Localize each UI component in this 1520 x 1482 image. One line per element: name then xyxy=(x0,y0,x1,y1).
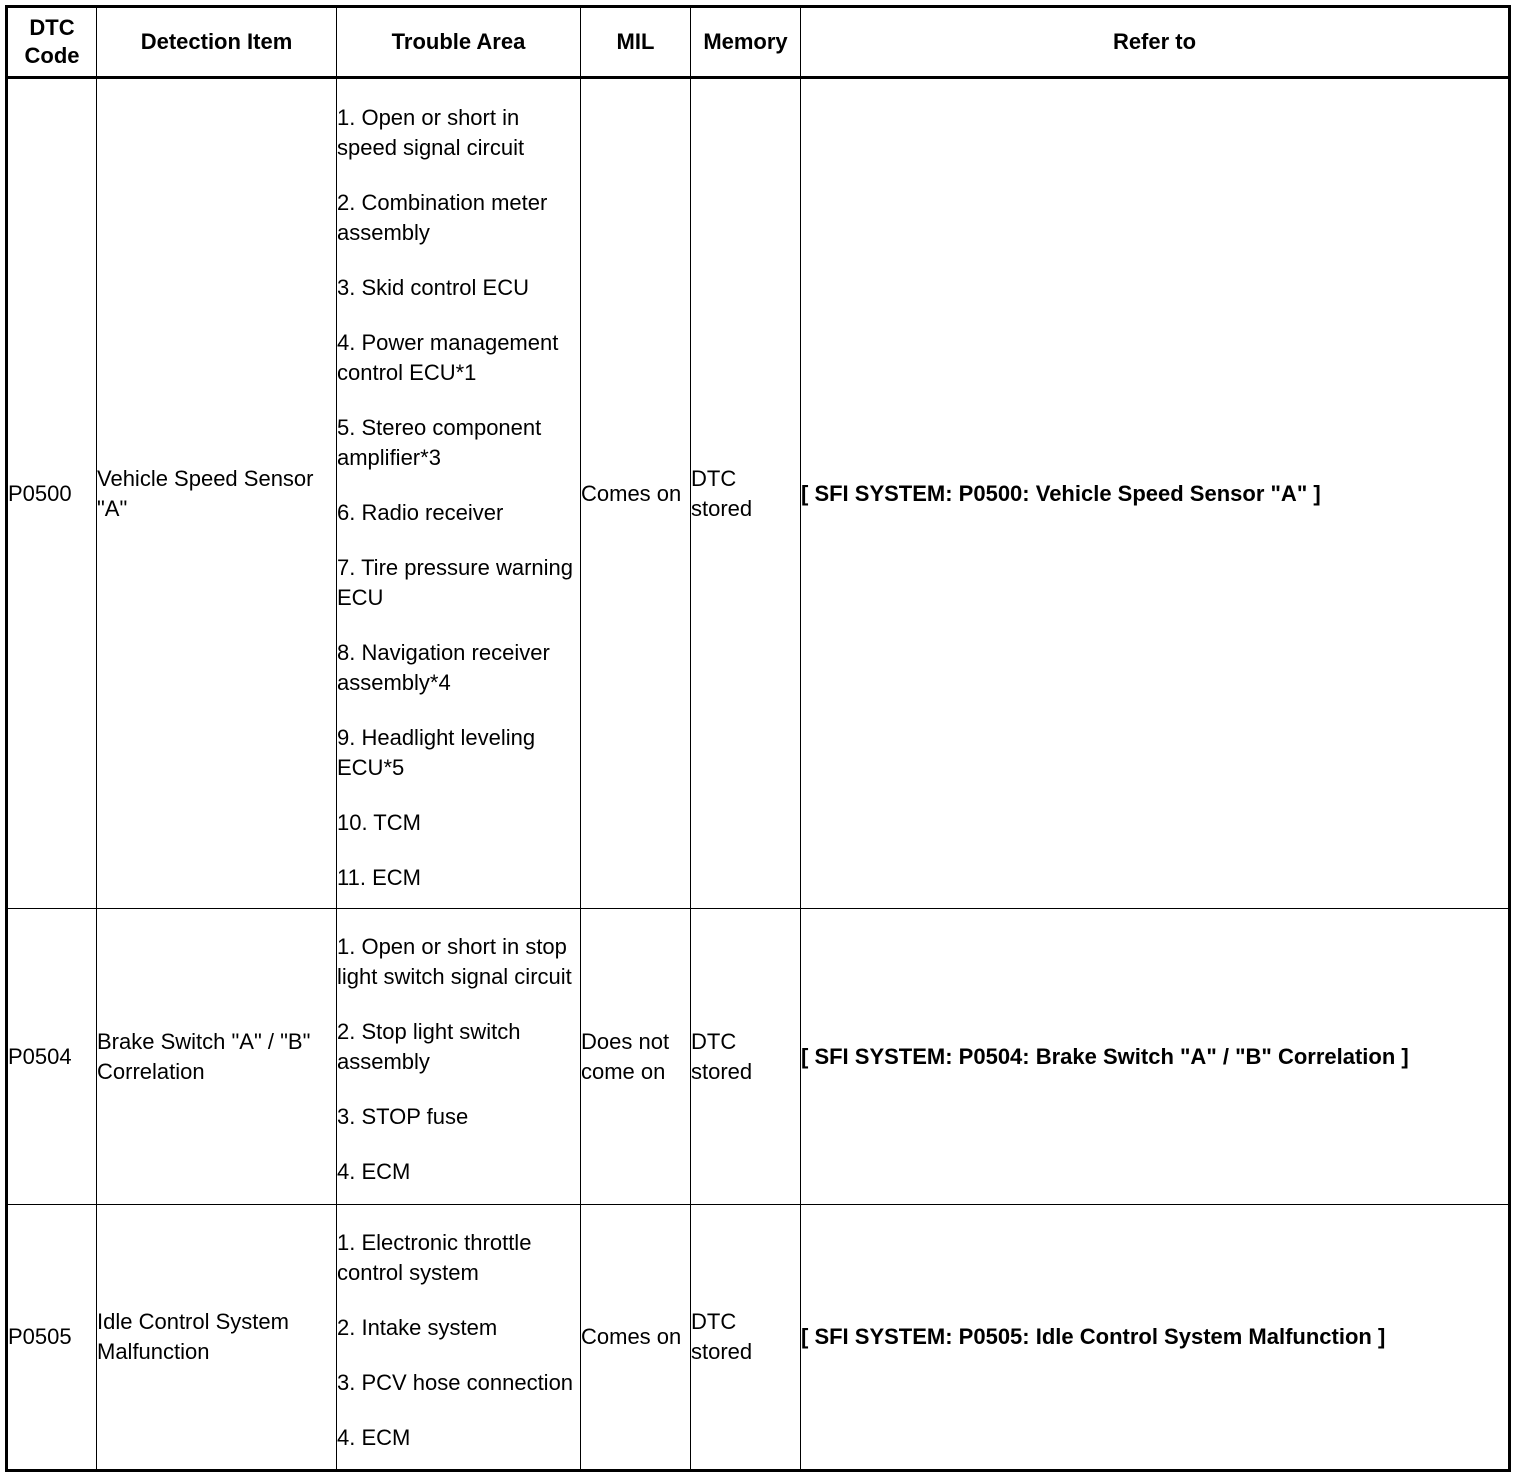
trouble-area-item: 3. Skid control ECU xyxy=(337,274,529,300)
trouble-area-item: 4. Power management control ECU*1 xyxy=(337,329,559,385)
header-memory: Memory xyxy=(691,7,801,78)
trouble-area-item: 2. Stop light switch assembly xyxy=(337,1019,521,1074)
dtc-code-cell: P0500 xyxy=(7,78,97,909)
trouble-area-item: 5. Stereo component amplifier*3 xyxy=(337,414,542,470)
mil-cell: Comes on xyxy=(581,1205,691,1471)
trouble-area-cell xyxy=(337,78,581,909)
refer-to-link[interactable]: [ SFI SYSTEM: P0504: Brake Switch "A" / "B" Correlation ] xyxy=(801,909,1510,1205)
trouble-area-cell xyxy=(337,909,581,1205)
trouble-area-item: 3. STOP fuse xyxy=(337,1104,469,1129)
table-row xyxy=(7,909,1510,1205)
memory-cell: DTC stored xyxy=(691,1205,801,1471)
table-row xyxy=(7,78,1510,909)
memory-cell: DTC stored xyxy=(691,78,801,909)
trouble-area-item: 2. Intake system xyxy=(337,1314,498,1340)
detection-item-cell: Vehicle Speed Sensor "A" xyxy=(97,78,337,909)
trouble-area-item: 10. TCM xyxy=(337,809,421,835)
header-detection-item: Detection Item xyxy=(97,7,337,78)
trouble-area-item: 1. Electronic throttle control system xyxy=(337,1229,532,1285)
mil-cell: Does not come on xyxy=(581,909,691,1205)
trouble-area-item: 7. Tire pressure warning ECU xyxy=(337,554,573,610)
trouble-area-item: 4. ECM xyxy=(337,1159,411,1184)
dtc-table xyxy=(5,5,1511,1472)
table-row xyxy=(7,1205,1510,1471)
detection-item-cell: Brake Switch "A" / "B" Correlation xyxy=(97,909,337,1205)
detection-item-cell: Idle Control System Malfunction xyxy=(97,1205,337,1471)
memory-cell: DTC stored xyxy=(691,909,801,1205)
trouble-area-item: 11. ECM xyxy=(337,864,421,890)
trouble-area-item: 1. Open or short in stop light switch signal circuit xyxy=(337,934,572,989)
trouble-area-item: 8. Navigation receiver assembly*4 xyxy=(337,639,550,695)
trouble-area-cell xyxy=(337,1205,581,1471)
trouble-area-item: 1. Open or short in speed signal circuit xyxy=(337,104,525,160)
header-dtc-code: DTC Code xyxy=(7,7,97,78)
mil-cell: Comes on xyxy=(581,78,691,909)
trouble-area-item: 6. Radio receiver xyxy=(337,499,504,525)
trouble-area-item: 2. Combination meter assembly xyxy=(337,189,548,245)
refer-to-link[interactable]: [ SFI SYSTEM: P0500: Vehicle Speed Sensor "A" ] xyxy=(801,78,1510,909)
dtc-code-cell: P0504 xyxy=(7,909,97,1205)
refer-to-link[interactable]: [ SFI SYSTEM: P0505: Idle Control System Malfunction ] xyxy=(801,1205,1510,1471)
header-row xyxy=(7,7,1510,78)
header-trouble-area: Trouble Area xyxy=(337,7,581,78)
header-refer-to: Refer to xyxy=(801,7,1510,78)
trouble-area-item: 9. Headlight leveling ECU*5 xyxy=(337,724,536,780)
dtc-code-cell: P0505 xyxy=(7,1205,97,1471)
header-mil: MIL xyxy=(581,7,691,78)
trouble-area-item: 4. ECM xyxy=(337,1424,411,1450)
trouble-area-item: 3. PCV hose connection xyxy=(337,1369,574,1395)
